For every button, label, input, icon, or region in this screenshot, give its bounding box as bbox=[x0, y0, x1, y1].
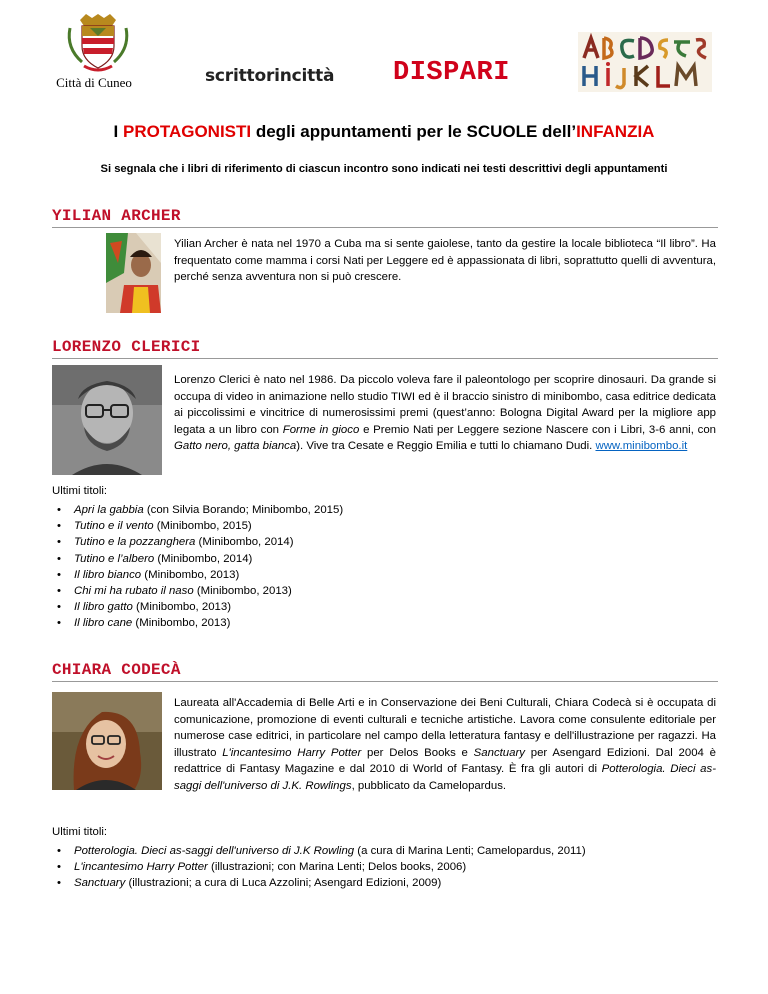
bio-text: Lorenzo Clerici è nato nel 1986. Da piccolo voleva fare il paleontologo per scoprire dinosauri. Da grande si occupa di video in animazione nello studio TIWI ed è il braccio sinistro di minibombo, casa editrice dedicata ai piccolissimi e vincitrice di numerosissimi premi (quest’anno: Bologna Digital Award per la migliore app legata a un libro con bbox=[174, 374, 716, 436]
bio-text: per Asengard Edizioni. Dal 2004 è redattrice di Fantasy Magazine e dal 2010 di World of Fantasy. È fra gli autori di bbox=[174, 746, 716, 775]
latest-titles-label: Ultimi titoli: bbox=[52, 826, 108, 838]
bullet-icon: • bbox=[57, 601, 61, 614]
photo-lorenzo-clerici bbox=[52, 365, 162, 475]
list-item bbox=[52, 859, 732, 875]
citta-di-cuneo-logo bbox=[48, 12, 140, 90]
title-part: degli appuntamenti per le SCUOLE dell’ bbox=[251, 122, 577, 141]
bio-text: e Premio Nati per Leggere sezione Nascere con i Libri, 3-6 anni, con bbox=[359, 423, 716, 436]
title-part: I bbox=[113, 122, 123, 141]
book-title: Il libro gatto bbox=[74, 601, 133, 614]
bullet-icon: • bbox=[57, 877, 61, 890]
cuneo-crest-icon bbox=[48, 12, 140, 74]
titles-list-clerici bbox=[52, 502, 712, 632]
book-details: (illustrazioni; con Marina Lenti; Delos books, 2006) bbox=[207, 861, 467, 874]
book-details: (Minibombo, 2013) bbox=[141, 568, 240, 581]
bio-text: , pubblicato da Camelopardus. bbox=[351, 779, 507, 792]
book-details: (Minibombo, 2015) bbox=[153, 520, 252, 533]
list-item bbox=[52, 583, 712, 599]
divider bbox=[52, 358, 718, 359]
bullet-icon: • bbox=[57, 861, 61, 874]
bullet-icon: • bbox=[57, 845, 61, 857]
book-details: (con Silvia Borando; Minibombo, 2015) bbox=[143, 504, 344, 516]
bio-book-title: Potterologia. Dieci as-saggi dell'universo di J.K. Rowlings bbox=[174, 763, 716, 792]
bio-text: ). Vive tra Cesate e Reggio Emilia e tutti lo chiamano Dudi. bbox=[296, 440, 596, 452]
book-details: (a cura di Marina Lenti; Camelopardus, 2011) bbox=[354, 845, 586, 857]
book-title: Tutino e la pozzanghera bbox=[74, 536, 196, 549]
list-item bbox=[52, 615, 712, 631]
list-item bbox=[52, 551, 712, 567]
bio-book-title: L'incantesimo Harry Potter bbox=[222, 746, 362, 759]
book-title: Il libro bianco bbox=[74, 568, 142, 581]
divider bbox=[52, 227, 718, 228]
book-title: Apri la gabbia bbox=[74, 504, 144, 516]
latest-titles-label: Ultimi titoli: bbox=[52, 485, 108, 497]
alphabet-letters-icon bbox=[578, 32, 712, 92]
bullet-icon: • bbox=[57, 617, 61, 630]
page-subtitle: Si segnala che i libri di riferimento di ciascun incontro sono indicati nei testi descrittivi degli appuntamenti bbox=[100, 163, 668, 175]
page-title bbox=[0, 122, 768, 142]
list-item bbox=[52, 599, 712, 615]
title-highlight: INFANZIA bbox=[576, 122, 655, 141]
book-title: Il libro cane bbox=[74, 617, 133, 630]
bullet-icon: • bbox=[57, 552, 61, 565]
book-details: (illustrazioni; a cura di Luca Azzolini; Asengard Edizioni, 2009) bbox=[125, 877, 442, 890]
scrittorincitta-logo: scrittorincittà bbox=[205, 66, 335, 86]
bullet-icon: • bbox=[57, 568, 61, 581]
book-details: (Minibombo, 2013) bbox=[132, 617, 231, 630]
list-item bbox=[52, 534, 712, 550]
book-title: Sanctuary bbox=[74, 877, 126, 890]
list-item bbox=[52, 518, 712, 534]
alphabet-illustration bbox=[578, 32, 712, 92]
minibombo-link[interactable]: www.minibombo.it bbox=[595, 440, 688, 452]
photo-float-spacer bbox=[52, 695, 174, 791]
book-title: Tutino e l’albero bbox=[74, 552, 155, 565]
photo-yilian-archer bbox=[106, 233, 161, 313]
book-details: (Minibombo, 2014) bbox=[154, 552, 253, 565]
cuneo-caption: Città di Cuneo bbox=[56, 75, 132, 90]
list-item bbox=[52, 567, 712, 583]
bullet-icon: • bbox=[57, 536, 61, 549]
bio-text: per Delos Books e bbox=[361, 746, 474, 759]
section-heading-archer: YILIAN ARCHER bbox=[52, 207, 181, 225]
bio-book-title: Gatto nero, gatta bianca bbox=[174, 440, 297, 452]
book-details: (Minibombo, 2013) bbox=[193, 585, 292, 598]
book-title: Chi mi ha rubato il naso bbox=[74, 585, 194, 598]
bio-book-title: Forme in gioco bbox=[282, 423, 360, 436]
titles-list-codeca bbox=[52, 843, 732, 892]
section-heading-codeca: CHIARA CODECÀ bbox=[52, 661, 181, 679]
list-item bbox=[52, 843, 732, 859]
book-title: Tutino e il vento bbox=[74, 520, 154, 533]
book-title: L'incantesimo Harry Potter bbox=[74, 861, 208, 874]
divider bbox=[52, 681, 718, 682]
bullet-icon: • bbox=[57, 504, 61, 516]
bullet-icon: • bbox=[57, 520, 61, 533]
list-item bbox=[52, 875, 732, 891]
bio-book-title: Sanctuary bbox=[473, 746, 525, 759]
title-highlight: PROTAGONISTI bbox=[122, 122, 252, 141]
bullet-icon: • bbox=[57, 585, 61, 598]
book-title: Potterologia. Dieci as-saggi dell'universo di J.K Rowling bbox=[74, 845, 355, 857]
bio-chiara-codeca bbox=[52, 695, 716, 794]
bio-yilian-archer: Yilian Archer è nata nel 1970 a Cuba ma si sente gaiolese, tanto da gestire la locale biblioteca “Il libro”. Ha frequentato come mamma i corsi Nati per Leggere ed è appassionata di libri, soprattutto quelli di avventura, perché senza avventura non si può crescere. bbox=[174, 238, 716, 283]
bio-text: Laureata all'Accademia di Belle Arti e in Conservazione dei Beni Culturali, Chiara Codecà si è occupata di comunicazione, promozione di eventi culturali e tecniche artistiche. Lavora come consulente editoriale per numerose case editrici, in particolare nel campo della letteratura fantasy e dell'illustrazione per ragazzi. Ha illustrato bbox=[174, 697, 716, 759]
book-details: (Minibombo, 2014) bbox=[195, 536, 294, 549]
book-details: (Minibombo, 2013) bbox=[132, 601, 232, 614]
dispari-logo: DISPARI bbox=[393, 58, 510, 88]
section-heading-clerici: LORENZO CLERICI bbox=[52, 338, 201, 356]
list-item bbox=[52, 502, 712, 518]
bio-lorenzo-clerici bbox=[174, 372, 716, 455]
